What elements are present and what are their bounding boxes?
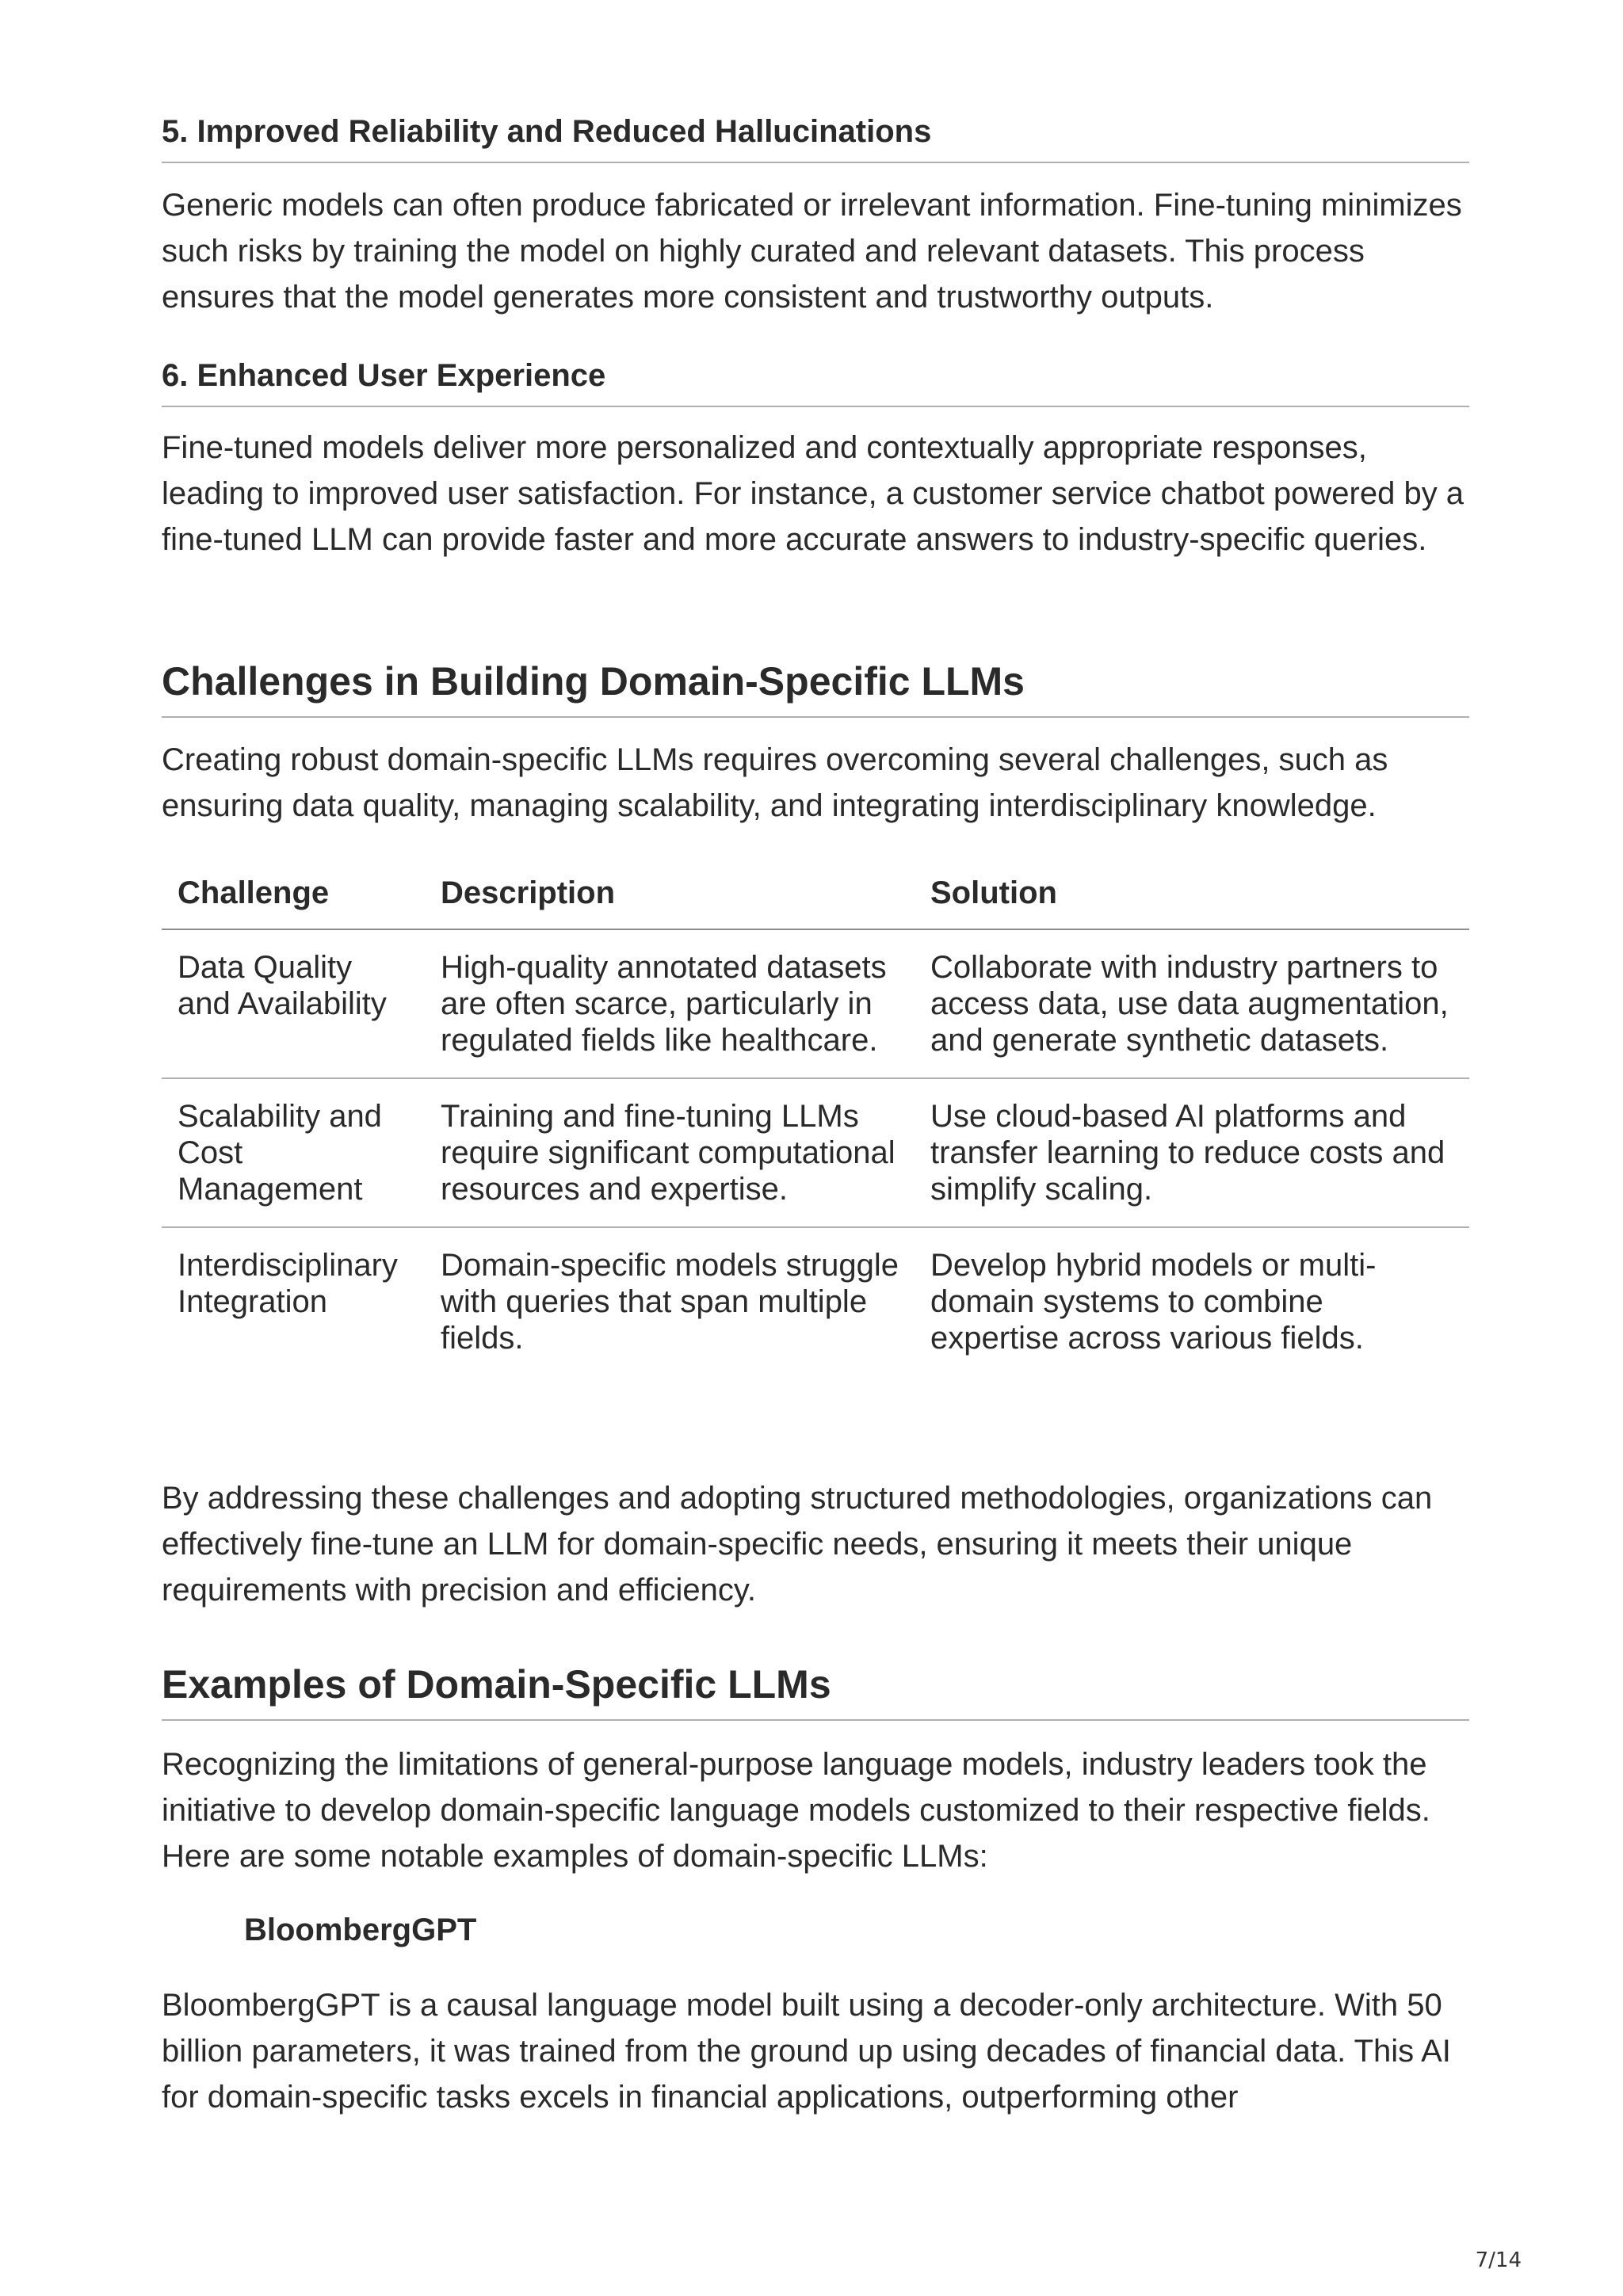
table-cell: Develop hybrid models or multi-domain systems to combine expertise across various fields. <box>915 1227 1469 1375</box>
examples-intro: Recognizing the limitations of general-purpose language models, industry leaders took the initiative to develop domain-specific language models customized to their respective fields. Here are some notable examples of domain-specific LLMs: <box>162 1747 1430 1874</box>
bloomberggpt-body: BloombergGPT is a causal language model built using a decoder-only architecture. With 50 billion parameters, it was trained from the ground up using decades of financial data. This AI for domain-specific tasks excels in financial applications, outperforming other <box>162 1988 1451 2115</box>
challenges-outro: By addressing these challenges and adopting structured methodologies, organizations can effectively fine-tune an LLM for domain-specific needs, ensuring it meets their unique requirements with precision and efficiency. <box>162 1481 1433 1608</box>
examples-heading: Examples of Domain-Specific LLMs <box>162 1661 1469 1721</box>
section-6-body: Fine-tuned models deliver more personalized and contextually appropriate responses, leading to improved user satisfaction. For instance, a customer service chatbot powered by a fine-tuned LLM can provide faster and more accurate answers to industry-specific queries. <box>162 430 1465 557</box>
section-5-body: Generic models can often produce fabricated or irrelevant information. Fine-tuning minimizes such risks by training the model on highly curated and relevant datasets. This process ensures that the model generates more consistent and trustworthy outputs. <box>162 188 1462 315</box>
table-cell: Use cloud-based AI platforms and transfer learning to reduce costs and simplify scaling. <box>915 1078 1469 1227</box>
table-cell: Data Quality and Availability <box>178 950 387 1021</box>
bloomberggpt-subheading: BloombergGPT <box>244 1913 477 1947</box>
section-6-heading: 6. Enhanced User Experience <box>162 357 1469 407</box>
table-cell: Training and fine-tuning LLMs require significant computational resources and expertise. <box>425 1078 915 1227</box>
table-header: Challenge <box>162 875 425 929</box>
challenges-table <box>162 875 1469 1375</box>
table-cell: Domain-specific models struggle with queries that span multiple fields. <box>425 1227 915 1375</box>
table-header: Description <box>425 875 915 929</box>
page-number: 7/14 <box>1475 2248 1522 2272</box>
table-header: Solution <box>915 875 1469 929</box>
table-cell: Collaborate with industry partners to access data, use data augmentation, and generate synthetic datasets. <box>930 950 1449 1058</box>
challenges-heading: Challenges in Building Domain-Specific LLMs <box>162 658 1469 718</box>
table-row <box>162 1078 1469 1227</box>
table-cell: High-quality annotated datasets are often scarce, particularly in regulated fields like healthcare. <box>441 950 887 1058</box>
table-header-row <box>162 875 1469 929</box>
table-row <box>162 1227 1469 1375</box>
table-cell: Interdisciplinary Integration <box>162 1227 425 1375</box>
table-cell: Scalability and Cost Management <box>162 1078 425 1227</box>
table-row <box>162 929 1469 1078</box>
section-5-heading: 5. Improved Reliability and Reduced Hallucinations <box>162 113 1469 163</box>
challenges-intro: Creating robust domain-specific LLMs requires overcoming several challenges, such as ensuring data quality, managing scalability, and integrating interdisciplinary knowledge. <box>162 742 1388 823</box>
